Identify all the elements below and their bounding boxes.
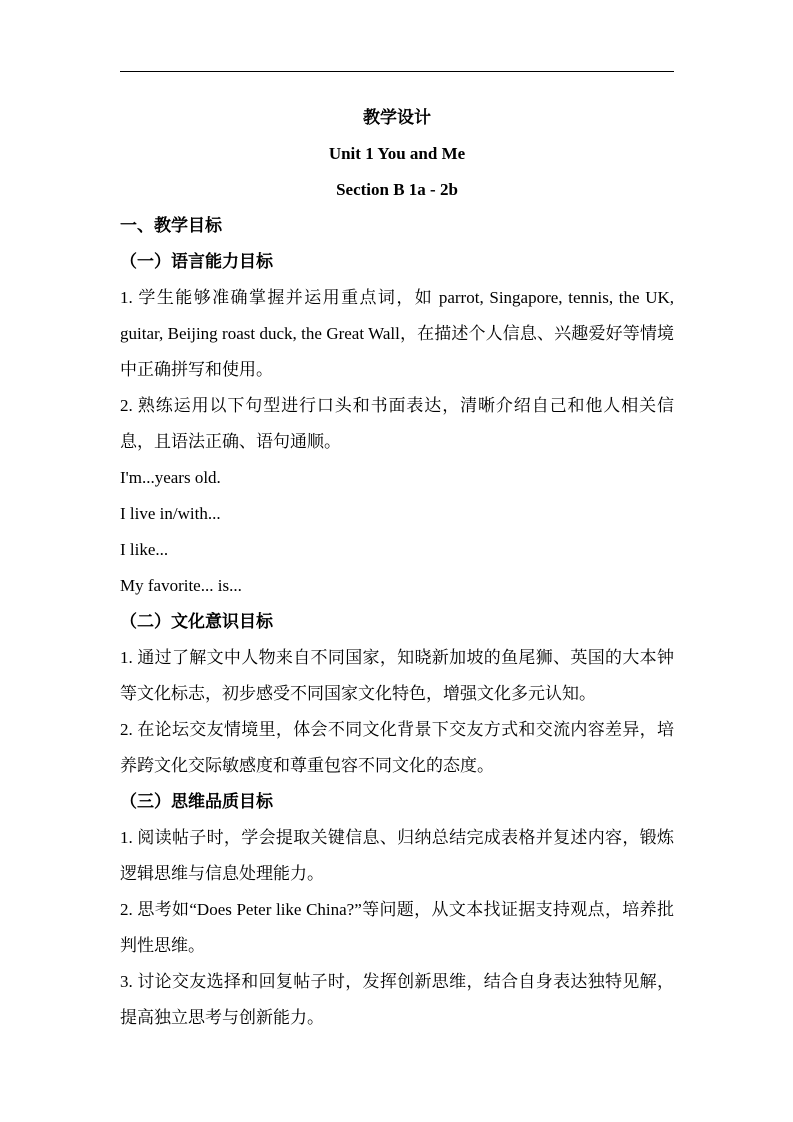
heading-teaching-objectives: 一、教学目标 xyxy=(120,216,222,235)
subheading-thinking-quality: （三）思维品质目标 xyxy=(120,792,273,811)
sentence-pattern: I live in/with... xyxy=(120,504,221,523)
sentence-pattern: My favorite... is... xyxy=(120,576,242,595)
paragraph-language-1: 1. 学生能够准确掌握并运用重点词，如 parrot, Singapore, tennis, the UK, guitar, Beijing roast duck, the Great Wall，在描述个人信息、兴趣爱好等情境中正确拼写和使用。 xyxy=(120,288,674,379)
document-body xyxy=(120,100,674,1036)
sentence-pattern: I like... xyxy=(120,540,169,559)
header-rule xyxy=(120,71,674,72)
paragraph-culture-2: 2. 在论坛交友情境里，体会不同文化背景下交友方式和交流内容差异，培养跨文化交际敏感度和尊重包容不同文化的态度。 xyxy=(120,720,674,775)
paragraph-culture-1: 1. 通过了解文中人物来自不同国家，知晓新加坡的鱼尾狮、英国的大本钟等文化标志，初步感受不同国家文化特色，增强文化多元认知。 xyxy=(120,648,674,703)
section-title: Section B 1a - 2b xyxy=(336,180,458,199)
paragraph-thinking-1: 1. 阅读帖子时，学会提取关键信息、归纳总结完成表格并复述内容，锻炼逻辑思维与信息处理能力。 xyxy=(120,828,674,883)
document-title: 教学设计 xyxy=(363,108,431,127)
sentence-pattern: I'm...years old. xyxy=(120,468,221,487)
subheading-language-ability: （一）语言能力目标 xyxy=(120,252,273,271)
unit-title: Unit 1 You and Me xyxy=(328,144,466,163)
paragraph-thinking-3: 3. 讨论交友选择和回复帖子时，发挥创新思维，结合自身表达独特见解，提高独立思考与创新能力。 xyxy=(120,972,674,1027)
paragraph-thinking-2: 2. 思考如“Does Peter like China?”等问题，从文本找证据支持观点，培养批判性思维。 xyxy=(120,900,674,955)
subheading-cultural-awareness: （二）文化意识目标 xyxy=(120,612,273,631)
paragraph-language-2: 2. 熟练运用以下句型进行口头和书面表达，清晰介绍自己和他人相关信息，且语法正确、语句通顺。 xyxy=(120,396,674,451)
